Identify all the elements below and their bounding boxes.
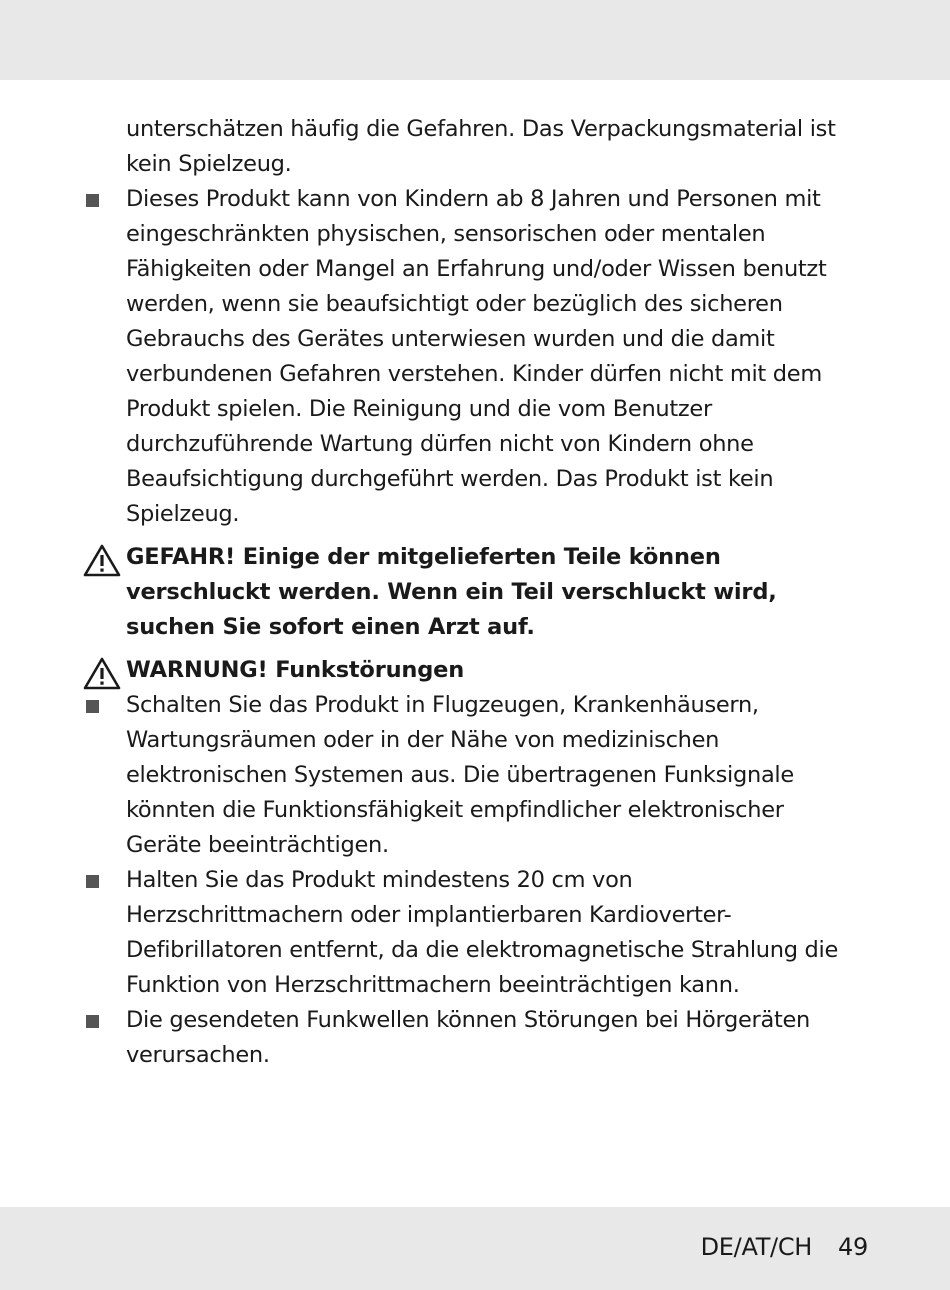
danger-warning-text: GEFAHR! Einige der mitgelieferten Teile können verschluckt werden. Wenn ein Teil verschluckt wird, suchen Sie sofort einen Arzt auf. xyxy=(126,544,777,640)
bullet-item-radio-2 xyxy=(0,863,856,1003)
header-band xyxy=(0,0,950,80)
intro-continuation: unterschätzen häufig die Gefahren. Das Verpackungsmaterial ist kein Spielzeug. xyxy=(126,116,836,177)
square-bullet-icon xyxy=(86,1015,99,1028)
bullet-text: Dieses Produkt kann von Kindern ab 8 Jahren und Personen mit eingeschränkten physischen, sensorischen oder mentalen Fähigkeiten oder Mangel an Erfahrung und/oder Wissen benutzt werden, wenn sie beaufsichtigt oder bezüglich des sicheren Gebrauchs des Gerätes unterwiesen wurden und die damit verbundenen Gefahren verstehen. Kinder dürfen nicht mit dem Produkt spielen. Die Reinigung und die vom Benutzer durchzuführende Wartung dürfen nicht von Kindern ohne Beaufsichtigung durchgeführt werden. Das Produkt ist kein Spielzeug. xyxy=(126,186,827,527)
page-footer xyxy=(701,1233,868,1261)
warning-triangle-icon xyxy=(83,657,121,690)
footer-region: DE/AT/CH xyxy=(700,1233,813,1261)
bullet-item-radio-1 xyxy=(0,688,856,863)
bullet-text: Die gesendeten Funkwellen können Störungen bei Hörgeräten verursachen. xyxy=(126,1007,810,1068)
page-number: 49 xyxy=(838,1233,868,1261)
square-bullet-icon xyxy=(86,700,99,713)
bullet-item-radio-3 xyxy=(0,1003,856,1073)
bullet-item-children xyxy=(0,182,856,532)
square-bullet-icon xyxy=(86,875,99,888)
page-content xyxy=(0,112,950,1073)
radio-warning-heading-text: WARNUNG! Funkstörungen xyxy=(126,657,465,683)
square-bullet-icon xyxy=(86,194,99,207)
radio-warning-heading xyxy=(0,653,856,688)
bullet-text: Schalten Sie das Produkt in Flugzeugen, Krankenhäusern, Wartungsräumen oder in der Nähe von medizinischen elektronischen Systemen aus. Die übertragenen Funksignale könnten die Funktionsfähigkeit empfindlicher elektronischer Geräte beeinträchtigen. xyxy=(126,692,794,858)
warning-triangle-icon xyxy=(83,544,121,577)
bullet-text: Halten Sie das Produkt mindestens 20 cm von Herzschrittmachern oder implantierbaren Kardioverter-Defibrillatoren entfernt, da die elektromagnetische Strahlung die Funktion von Herzschrittmachern beeinträchtigen kann. xyxy=(126,867,839,998)
danger-warning xyxy=(0,540,856,645)
